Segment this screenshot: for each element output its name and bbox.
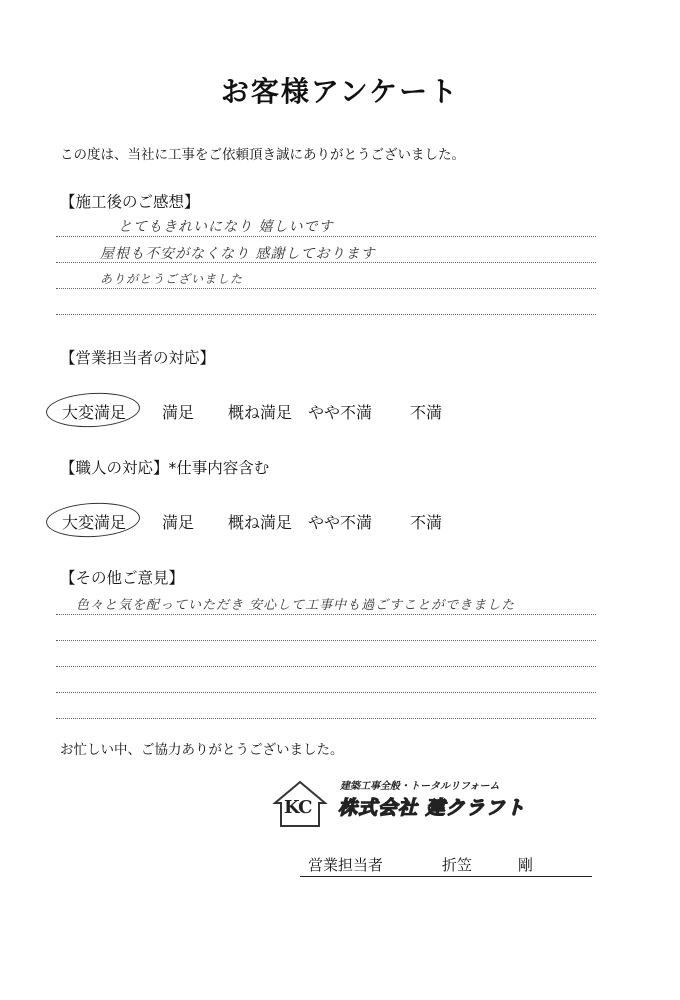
section-heading-sales-rep: 【営業担当者の対応】 — [60, 349, 216, 367]
signature-line — [300, 854, 592, 877]
option-dissatisfied: 不満 — [410, 403, 443, 422]
handwritten-answer: 屋根も不安がなくなり 感謝しております — [100, 246, 376, 262]
intro-text: この度は、当社に工事をご依頼頂き誠にありがとうございました。 — [60, 147, 465, 163]
answer-line — [56, 666, 596, 667]
option-dissatisfied: 不満 — [410, 513, 443, 532]
page-title: お客様アンケート — [220, 75, 460, 108]
option-very-satisfied: 大変満足 — [62, 403, 127, 422]
option-somewhat-dissatisfied: やや不満 — [308, 403, 373, 422]
option-satisfied: 満足 — [162, 403, 195, 422]
handwritten-answer: とてもきれいになり 嬉しいです — [118, 219, 334, 235]
company-logo — [272, 775, 572, 833]
answer-line — [56, 640, 596, 641]
handwritten-answer: 色々と気を配っていただき 安心して工事中も過ごすことができました — [76, 598, 516, 613]
section-heading-craftsmen: 【職人の対応】*仕事内容含む — [60, 459, 270, 477]
option-somewhat-dissatisfied: やや不満 — [308, 513, 373, 532]
company-tagline: 建築工事全般・トータルリフォーム — [340, 781, 500, 792]
closing-text: お忙しい中、ご協力ありがとうございました。 — [60, 742, 344, 758]
answer-line — [56, 314, 596, 315]
option-mostly-satisfied: 概ね満足 — [228, 403, 293, 422]
section-heading-impressions: 【施工後のご感想】 — [60, 193, 200, 211]
logo-letters: KC — [284, 797, 312, 818]
signature-name-given: 剛 — [518, 856, 534, 874]
company-name: 株式会社 建クラフト — [338, 797, 526, 819]
option-mostly-satisfied: 概ね満足 — [228, 513, 293, 532]
section-heading-other-comments: 【その他ご意見】 — [60, 569, 185, 587]
signature-name-family: 折笠 — [442, 856, 473, 874]
answer-line — [56, 236, 596, 237]
option-satisfied: 満足 — [162, 513, 195, 532]
answer-line — [56, 614, 596, 615]
answer-line — [56, 718, 596, 719]
signature-label: 営業担当者 — [308, 856, 384, 874]
handwritten-answer: ありがとうございました — [100, 272, 244, 286]
answer-line — [56, 692, 596, 693]
answer-line — [56, 288, 596, 289]
option-very-satisfied: 大変満足 — [62, 513, 127, 532]
